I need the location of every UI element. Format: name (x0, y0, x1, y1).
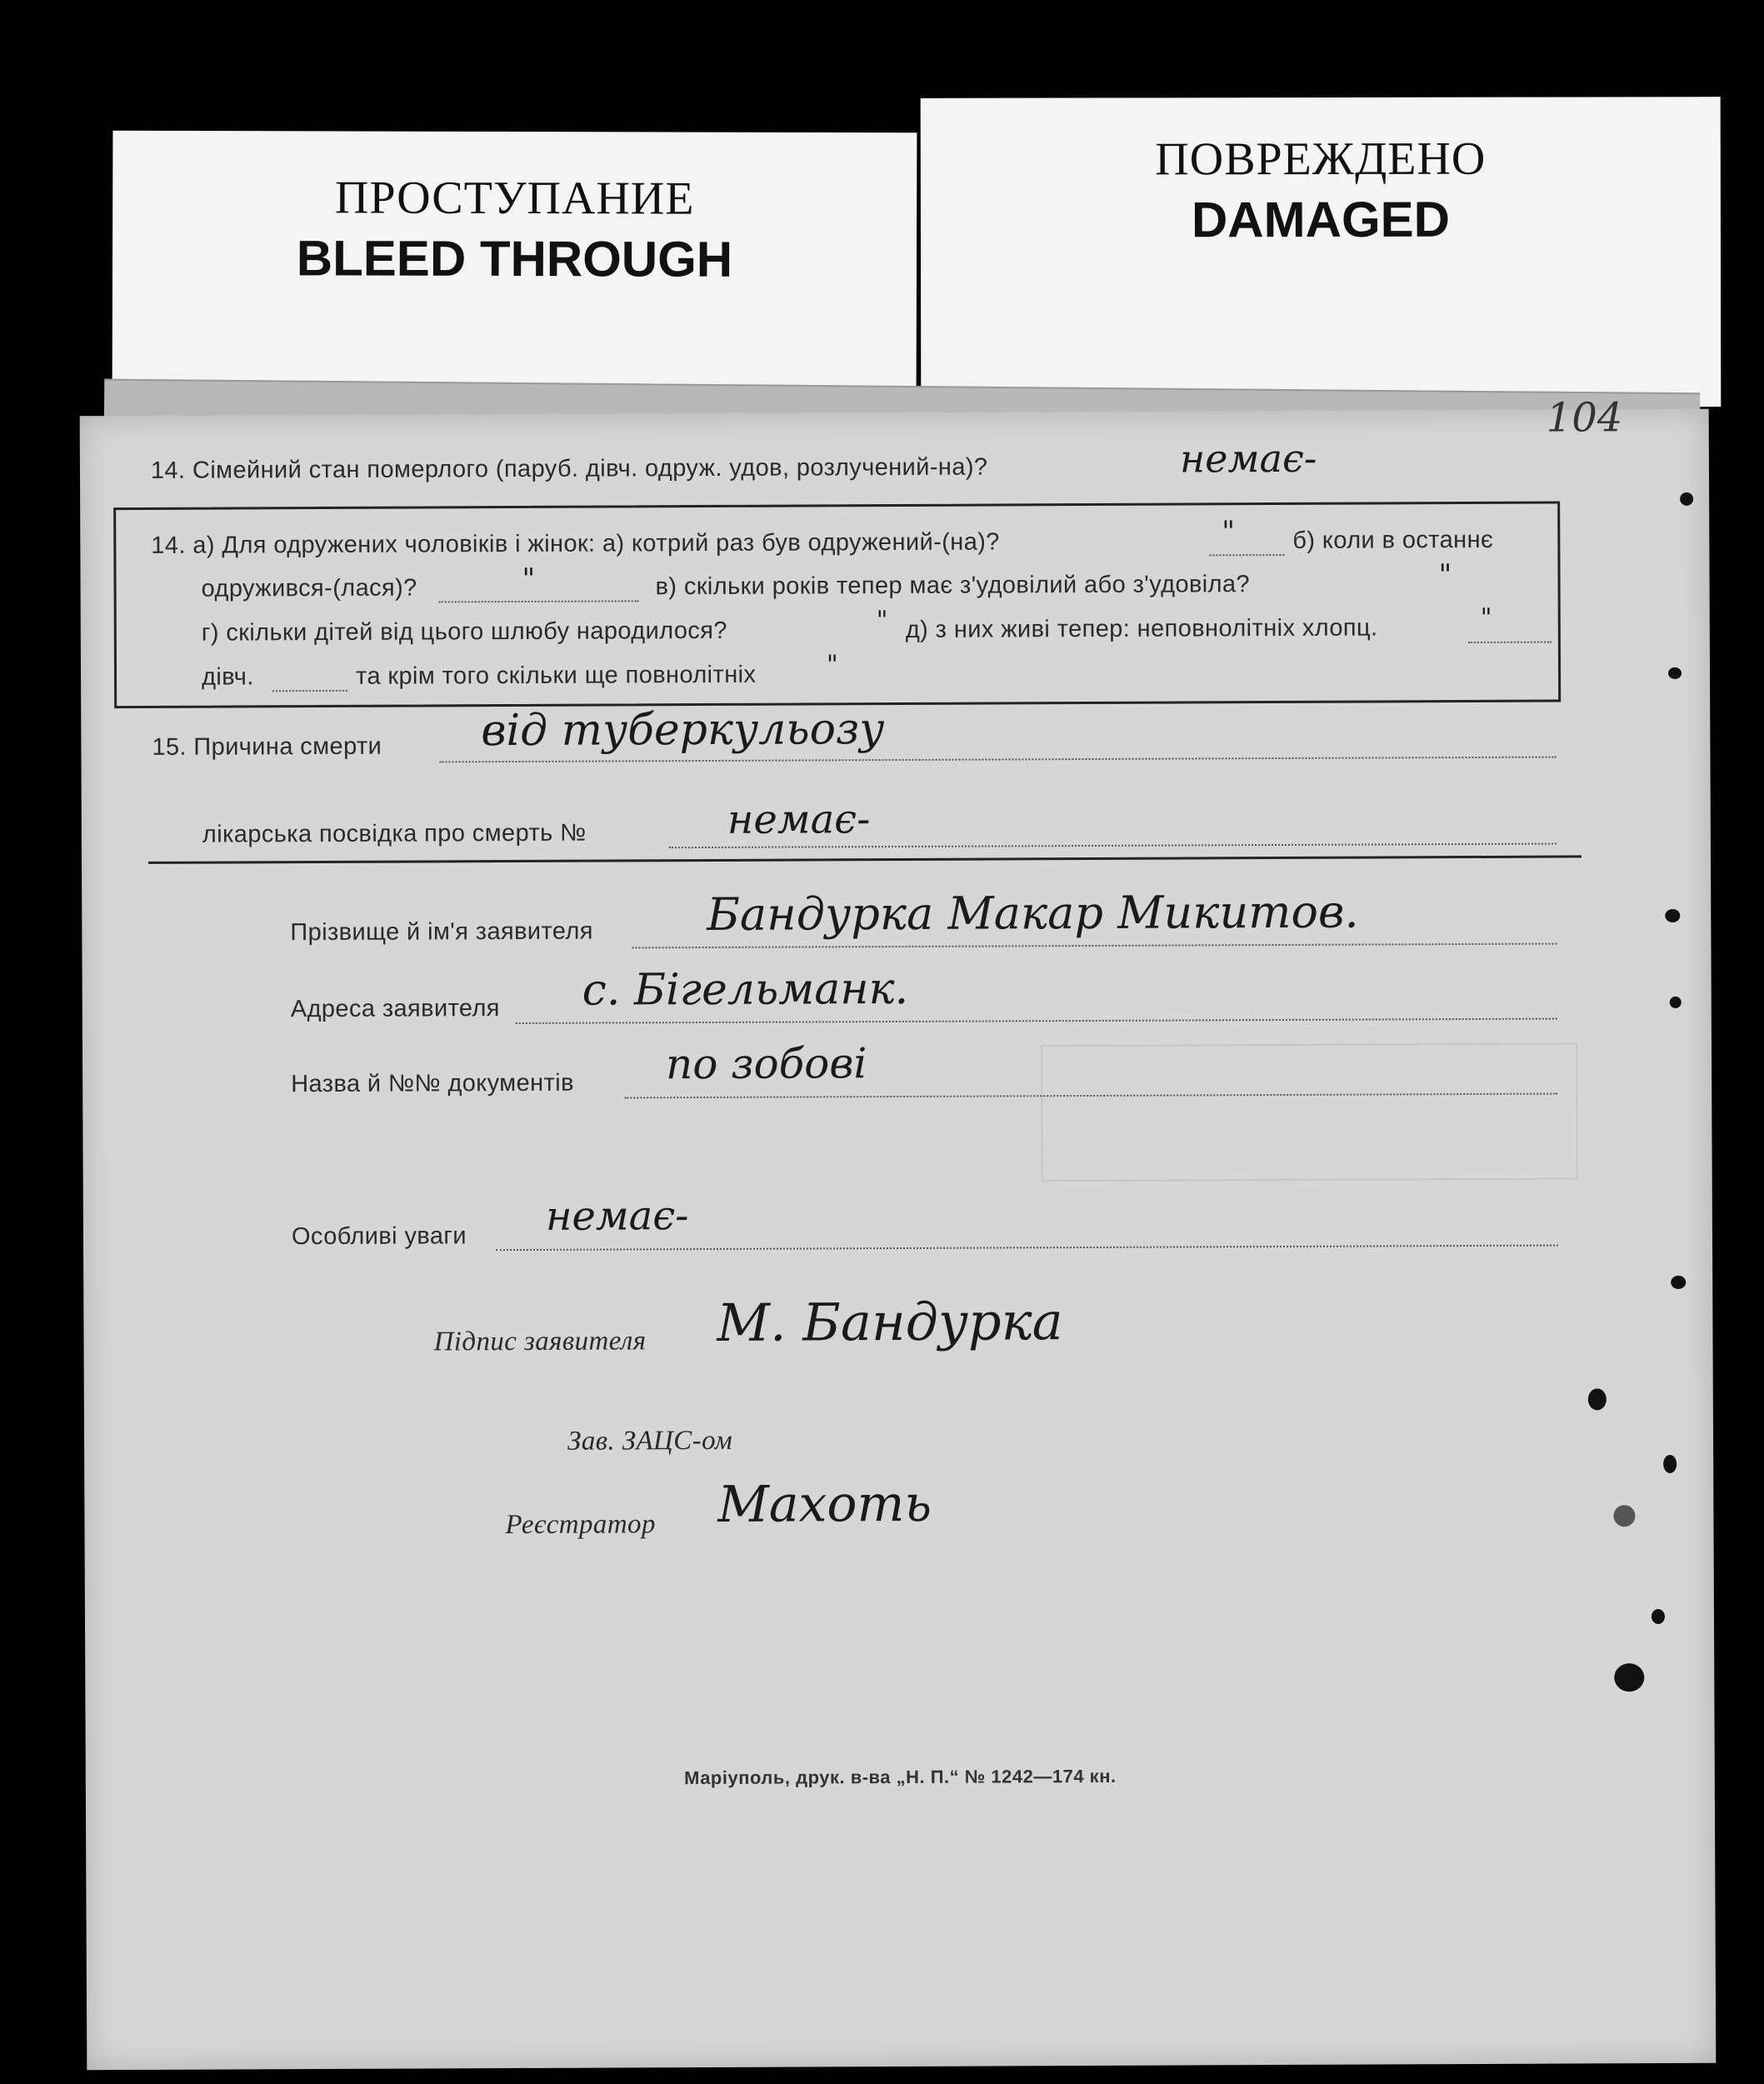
q14a-line3-b-value: " (1480, 602, 1492, 632)
q14a-line3-a-value: " (876, 606, 888, 636)
special-notes-label: Особливі уваги (291, 1222, 467, 1251)
registrar-label: Реєстратор (505, 1509, 656, 1541)
damaged-en: DAMAGED (1191, 191, 1450, 248)
q15-cause-label: 15. Причина смерти (152, 732, 382, 761)
q14a-line2-a-value: " (522, 562, 536, 596)
q14a-line4-b-value: " (826, 650, 838, 680)
applicant-name-label: Прізвище й ім'я заявителя (290, 917, 593, 947)
applicant-address-label: Адреса заявителя (290, 995, 500, 1023)
applicant-signature: М. Бандурка (717, 1291, 1063, 1353)
q15-cert-label: лікарська посвідка про смерть № (202, 819, 587, 848)
applicant-address-dots (516, 1018, 1557, 1024)
q15-cert-value: немає- (727, 796, 871, 843)
punch-hole (1652, 1609, 1665, 1624)
applicant-name-dots (632, 943, 1557, 949)
punch-hole (1665, 909, 1680, 922)
q14a-line3-b: д) з них живі тепер: неповнолітніх хлопц. (905, 614, 1378, 643)
q15-cert-dots (669, 843, 1557, 849)
q14a-line1-dots (1209, 554, 1284, 556)
q15-cause-dots (439, 757, 1556, 763)
punch-hole (1588, 1388, 1607, 1410)
registrar-signature: Махоть (717, 1474, 932, 1534)
damaged-ru: ПОВРЕЖДЕНО (1155, 132, 1487, 186)
q14a-line2-b-value: " (1438, 558, 1452, 592)
document-page (80, 394, 1717, 2071)
q14a-line4-b: та крім того скільки ще повнолітніх (355, 661, 757, 690)
documents-value: по зобові (665, 1039, 867, 1089)
q14a-line2-b: в) скільки років тепер має з'удовілий або з'удовіла? (655, 571, 1251, 601)
q14a-line2-a: одружився-(лася)? (201, 574, 417, 602)
section-divider (148, 855, 1582, 864)
q14a-line1-a-value: " (1222, 515, 1236, 549)
q14a-line1-a: 14. а) Для одружених чоловіків і жінок: а) котрий раз був одружений-(на)? (151, 528, 1000, 559)
punch-hole (1670, 997, 1682, 1008)
applicant-address-value: с. Бігельманк. (582, 963, 909, 1016)
bleed-through-card (112, 131, 917, 408)
applicant-signature-label: Підпис заявителя (433, 1326, 647, 1357)
q14a-line3-a: г) скільки дітей від цього шлюбу народилося? (201, 617, 727, 647)
q14-marital-label: 14. Сімейний стан померлого (паруб. дівч. одруж. удов, розлучений-на)? (150, 453, 988, 484)
documents-label: Назва й №№ документів (291, 1069, 574, 1098)
punch-hole (1614, 1663, 1644, 1692)
punch-hole (1671, 1276, 1686, 1289)
q14a-line1-b: б) коли в останнє (1292, 526, 1494, 554)
q14a-line4-dots (272, 690, 347, 692)
q15-cause-value: від туберкульозу (481, 704, 885, 757)
punch-hole (1613, 1505, 1635, 1527)
punch-hole (1680, 492, 1693, 506)
q14a-line4-a: дівч. (201, 663, 254, 691)
punch-hole (1668, 667, 1682, 679)
printer-imprint: Маріуполь, друк. в-ва „Н. П.“ № 1242—174 кн. (684, 1765, 1117, 1789)
punch-hole (1663, 1455, 1677, 1473)
bleed-through-ru: ПРОСТУПАНИЕ (334, 172, 695, 225)
bleed-ghost-box (1041, 1042, 1578, 1182)
special-notes-dots (496, 1245, 1558, 1252)
folio-number: 104 (1546, 394, 1623, 442)
q14-marital-value: немає- (1179, 435, 1317, 482)
applicant-name-value: Бандурка Макар Микитов. (707, 885, 1359, 941)
special-notes-value: немає- (545, 1192, 689, 1240)
head-label: Зав. ЗАЦС-ом (567, 1425, 733, 1457)
bleed-through-en: BLEED THROUGH (296, 230, 733, 287)
damaged-card (921, 97, 1722, 408)
